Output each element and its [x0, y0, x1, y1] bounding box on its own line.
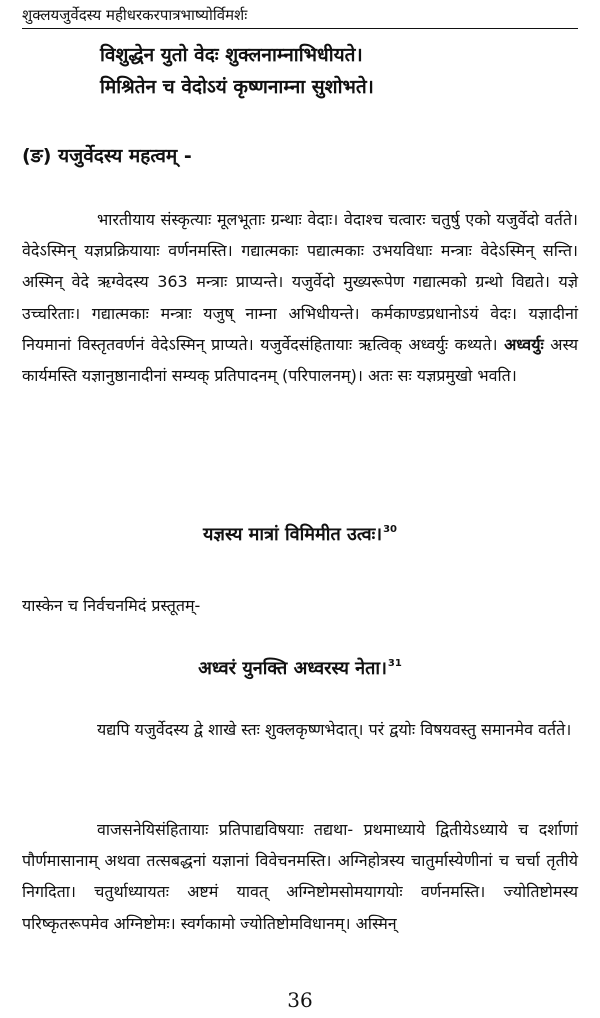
- footnote-marker-30: 30: [383, 524, 398, 535]
- quote-yajnasya: [0, 522, 600, 546]
- paragraph-importance: [22, 204, 578, 391]
- running-header: शुक्लयजुर्वेदस्य महीधरकरपात्रभाष्योर्विमर्शः: [22, 6, 578, 29]
- verse-line-2: मिश्रितेन च वेदोऽयं कृष्णनाम्ना सुशोभते।: [100, 76, 374, 98]
- quote-yajnasya-text: यज्ञस्य मात्रां विमिमीत उत्वः।: [202, 524, 383, 545]
- paragraph-vajasaneyi: वाजसनेयिसंहितायाः प्रतिपाद्यविषयाः तद्यथा- प्रथमाध्याये द्वितीयेऽध्याये च दर्शाणां पौर्णमासानाम् अथवा तत्सबद्धनां यज्ञानां विवेचनमस्ति। अग्निहोत्रस्य चातुर्मास्येणीनां च चर्चा तृतीये निगदिता। चतुर्थाध्यायतः अष्टमं यावत् अग्निष्टोमसोमयागयोः वर्णनमस्ति। ज्योतिष्टोमस्य परिष्कृतरूपमेव अग्निष्टोमः। स्वर्गकामो ज्योतिष्टोमविधानम्। अस्मिन्: [22, 820, 578, 933]
- section-heading: (ङ) यजुर्वेदस्य महत्वम् -: [22, 145, 192, 167]
- quote-adhvaram: [0, 656, 600, 680]
- paragraph-importance-tail: अस्य कार्यमस्ति यज्ञानुष्ठानादीनां सम्यक् प्रतिपादनम् (परिपालनम्)। अतः सः यज्ञप्रमुखो भवति।: [22, 334, 578, 386]
- verse-line-1: विशुद्धेन युतो वेदः शुक्लनाम्नाभिधीयते।: [100, 44, 363, 66]
- paragraph-importance-text: भारतीयाय संस्कृत्याः मूलभूताः ग्रन्थाः वेदाः। वेदाश्च चत्वारः चतुर्षु एको यजुर्वेदो वर्तते। वेदेऽस्मिन् यज्ञप्रक्रियायाः वर्णनमस्ति। गद्यात्मकाः पद्यात्मकाः उभयविधाः मन्त्राः वेदेऽस्मिन् सन्ति। अस्मिन् वेदे ऋग्वेदस्य 363 मन्त्राः प्राप्यन्ते। यजुर्वेदो मुख्यरूपेण गद्यात्मको ग्रन्थो विद्यते। यज्ञे उच्चरिताः। गद्यात्मकाः मन्त्राः यजुष् नाम्ना अभिधीयन्ते। कर्मकाण्डप्रधानोऽयं वेदः। यज्ञादीनां नियमानां विस्तृतवर्णनं वेदेऽस्मिन् प्राप्यते। यजुर्वेदसंहितायाः ऋत्विक् अध्वर्युः कथ्यते।: [22, 210, 578, 354]
- paragraph-shakhas: यद्यपि यजुर्वेदस्य द्वे शाखे स्तः शुक्लकृष्णभेदात्। परं द्वयोः विषयवस्तु समानमेव वर्तते।: [97, 720, 572, 739]
- footnote-marker-31: 31: [387, 658, 402, 669]
- quote-adhvaram-text: अध्वरं युनक्ति अध्वरस्य नेता।: [198, 658, 387, 679]
- page-number: 36: [287, 988, 313, 1012]
- paragraph-yaska: यास्केन च निर्वचनमिदं प्रस्तूतम्-: [22, 596, 201, 615]
- bold-term-adhvaryu: अध्वर्युः: [504, 334, 544, 354]
